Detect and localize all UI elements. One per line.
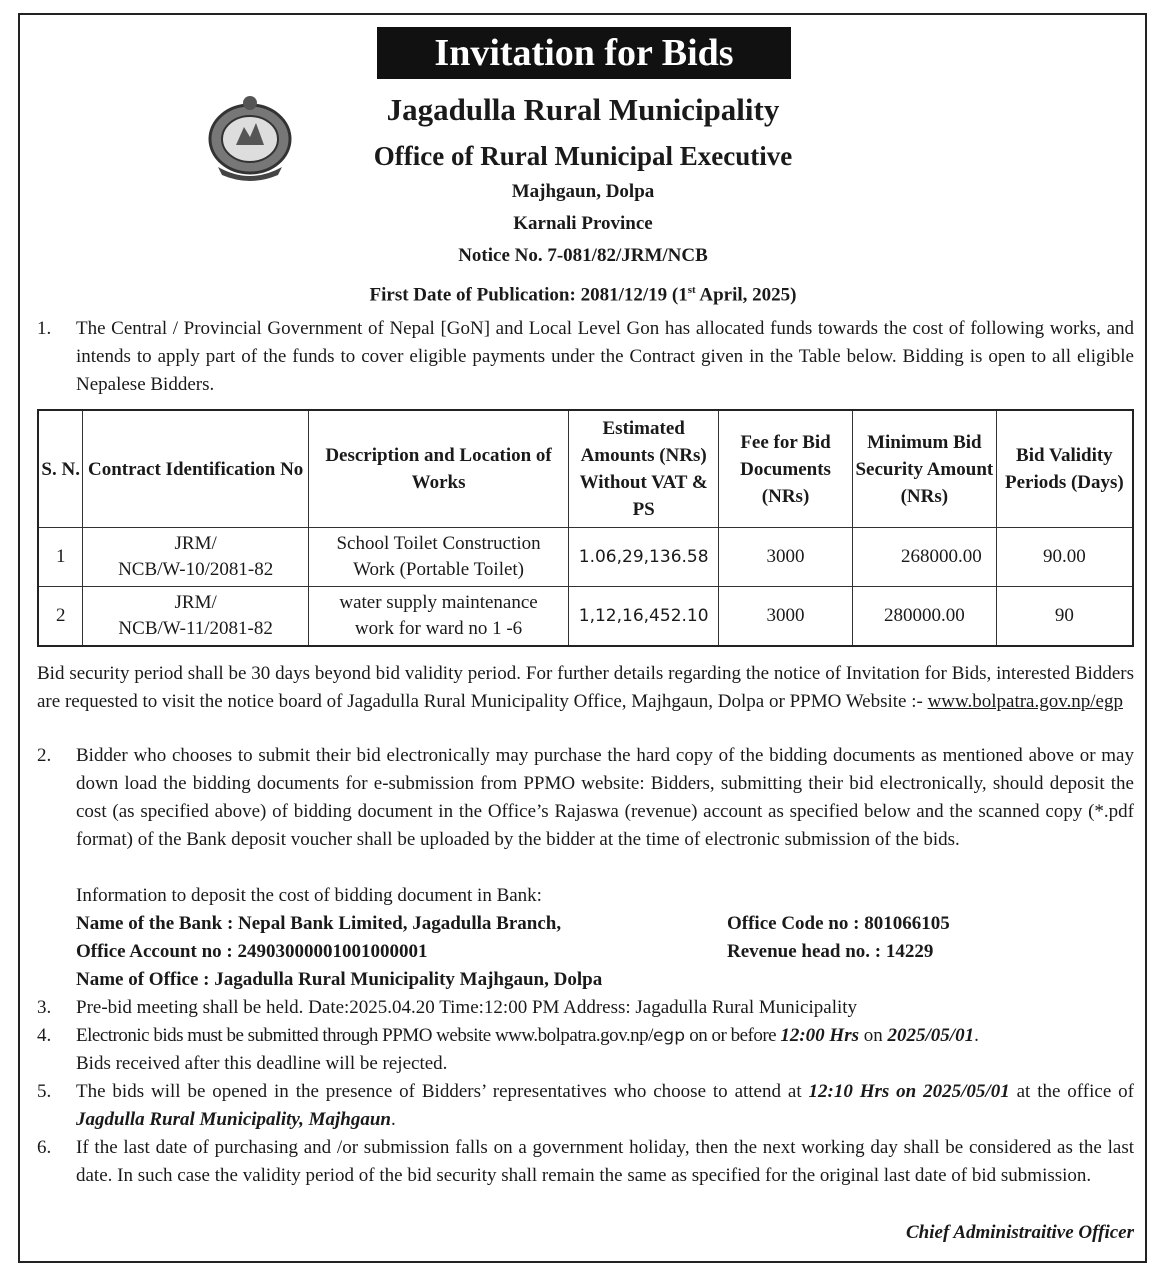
works-table [37,409,1134,647]
para-5-number: 5. [37,1081,52,1102]
cell-validity: 90.00 [996,528,1133,587]
para-5-text: The bids will be opened in the presence of Bidders’ representatives who choose to attend at 12:10 Hrs on 2025/05/01 at the office of Jagdulla Rural Municipality, Majhgaun. [76,1081,1134,1130]
office-name-bank: Name of Office : Jagadulla Rural Municipality Majhgaun, Dolpa [76,969,603,990]
office-name: Office of Rural Municipal Executive [373,141,793,171]
security-note: Bid security period shall be 30 days beyond bid validity period. For further details regarding the notice of Invitation for Bids, interested Bidders are requested to visit the notice board of Jagadulla Rural Municipality Office, Majhgaun, Dolpa or PPMO Website :- www.bolpatra.gov.np/egp [37,663,1134,712]
cell-contract-id: JRM/ NCB/W-11/2081-82 [83,587,309,647]
cell-sn: 1 [38,528,83,587]
para-2-text: Bidder who chooses to submit their bid electronically may purchase the hard copy of the bidding documents as mentioned above or may down load the bidding documents for e-submission from PPMO website: Bidders, submitting their bid electronically, should deposit the cost (as specified above) of bidding document in the Office’s Rajaswa (revenue) account as specified below and the scanned copy (*.pdf format) of the Bank deposit voucher shall be uploaded by the bidder at the time of electronic submission of the bids. [76,745,1134,850]
revenue-head: Revenue head no. : 14229 [727,941,934,962]
office-account: Office Account no : 24903000001001000001 [76,941,428,962]
office-code: Office Code no : 801066105 [727,913,950,934]
col-header-estimated-amount: Estimated Amounts (NRs) Without VAT & PS [569,410,719,528]
bolpatra-link[interactable]: www.bolpatra.gov.np/egp [927,691,1123,712]
bank-info-heading: Information to deposit the cost of bidding document in Bank: [76,885,542,906]
para-4-text: Electronic bids must be submitted through PPMO website www.bolpatra.gov.np/egp on or before 12:00 Hrs on 2025/05/01. Bids received after this deadline will be rejected. [76,1025,979,1074]
notice-number: Notice No. 7-081/82/JRM/NCB [458,245,708,266]
cell-description: School Toilet Construction Work (Portable Toilet) [308,528,568,587]
para-3-text: Pre-bid meeting shall be held. Date:2025.04.20 Time:12:00 PM Address: Jagadulla Rural Municipality [76,997,858,1018]
publication-date: First Date of Publication: 2081/12/19 (1st April, 2025) [369,284,797,306]
para-3-number: 3. [37,997,52,1018]
para-6-number: 6. [37,1137,52,1158]
col-header-security: Minimum Bid Security Amount (NRs) [852,410,996,528]
cell-contract-id: JRM/ NCB/W-10/2081-82 [83,528,309,587]
table-row [38,587,1133,647]
cell-fee: 3000 [719,528,853,587]
col-header-validity: Bid Validity Periods (Days) [996,410,1133,528]
col-header-sn: S. N. [38,410,83,528]
org-name: Jagadulla Rural Municipality [386,92,780,127]
cell-fee: 3000 [719,587,853,647]
cell-validity: 90 [996,587,1133,647]
para-4-number: 4. [37,1025,52,1046]
cell-security: 268000.00 [852,528,996,587]
table-header-row [38,410,1133,528]
para-1-number: 1. [37,318,52,339]
cell-description: water supply maintenance work for ward no 1 -6 [308,587,568,647]
col-header-fee: Fee for Bid Documents (NRs) [719,410,853,528]
col-header-contract-id: Contract Identification No [83,410,309,528]
cell-security: 280000.00 [852,587,996,647]
para-1-text: The Central / Provincial Government of Nepal [GoN] and Local Level Gon has allocated funds towards the cost of following works, and intends to apply part of the funds to cover eligible payments under the Contract given in the Table below. Bidding is open to all eligible Nepalese Bidders. [76,318,1134,395]
cell-amount: 1,12,16,452.10 [569,587,719,647]
office-address: Majhgaun, Dolpa [511,181,655,202]
cell-amount: 1.06,29,136.58 [569,528,719,587]
cell-sn: 2 [38,587,83,647]
signature: Chief Administraitive Officer [906,1222,1134,1243]
notice-banner: Invitation for Bids [377,27,791,79]
para-6-text: If the last date of purchasing and /or submission falls on a government holiday, then the next working day shall be considered as the last date. In such case the validity period of the bid security shall remain the same as specified for the original last date of bid submission. [76,1137,1134,1186]
para-2-number: 2. [37,745,52,766]
bank-name: Name of the Bank : Nepal Bank Limited, Jagadulla Branch, [76,913,562,934]
province-name: Karnali Province [513,213,653,234]
table-row [38,528,1133,587]
col-header-description: Description and Location of Works [308,410,568,528]
